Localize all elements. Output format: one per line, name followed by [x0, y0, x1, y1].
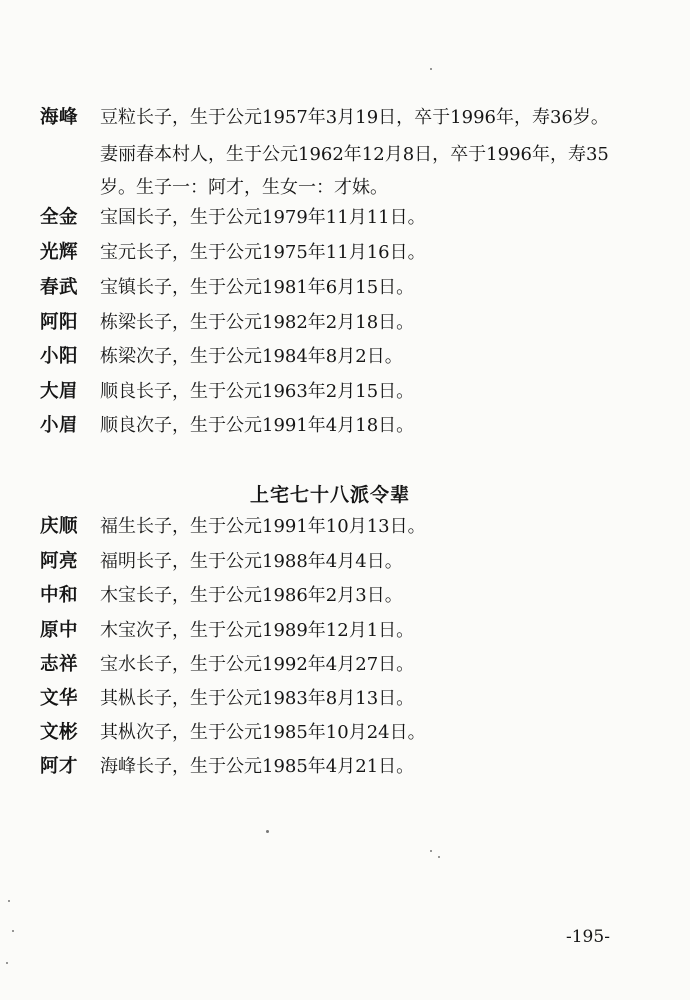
entry-text: 木宝长子，生于公元1986年2月3日。	[100, 585, 403, 606]
scan-speck	[12, 930, 14, 932]
entry-name: 全金	[40, 207, 79, 228]
entry-text: 其枞次子，生于公元1985年10月24日。	[100, 722, 426, 743]
entry-name: 小眉	[40, 415, 79, 436]
entry-name: 庆顺	[40, 516, 79, 537]
entry-name: 阿才	[40, 756, 79, 777]
scan-speck	[8, 900, 10, 902]
entry-xiaomei	[0, 411, 690, 441]
entry-name: 春武	[40, 277, 79, 298]
entry-text: 栋梁次子，生于公元1984年8月2日。	[100, 346, 403, 367]
entry-name: 中和	[40, 585, 79, 606]
entry-text: 宝元长子，生于公元1975年11月16日。	[100, 242, 426, 263]
entry-text: 福明长子，生于公元1988年4月4日。	[100, 551, 403, 572]
scan-speck	[6, 962, 8, 964]
entry-text: 福生长子，生于公元1991年10月13日。	[100, 516, 426, 537]
entry-zhonghe	[0, 581, 690, 611]
entry-name: 原中	[40, 620, 79, 641]
entry-acai	[0, 752, 690, 782]
entry-quanjin	[0, 203, 690, 233]
entry-name: 文华	[40, 688, 79, 709]
entry-name: 阿亮	[40, 551, 79, 572]
scan-speck	[430, 68, 432, 70]
entry-damei	[0, 377, 690, 407]
entry-xiaoyang	[0, 342, 690, 372]
entry-name: 大眉	[40, 381, 79, 402]
entry-name: 阿阳	[40, 312, 79, 333]
entry-name: 海峰	[40, 107, 79, 128]
entry-text: 木宝次子，生于公元1989年12月1日。	[100, 620, 415, 641]
entry-text: 宝水长子，生于公元1992年4月27日。	[100, 654, 415, 675]
entry-text: 豆粒长子，生于公元1957年3月19日，卒于1996年，寿36岁。	[100, 107, 609, 128]
entry-name: 小阳	[40, 346, 79, 367]
entry-name: 文彬	[40, 722, 79, 743]
entry-wenbin	[0, 718, 690, 748]
entry-text: 顺良长子，生于公元1963年2月15日。	[100, 381, 415, 402]
entry-haifeng	[0, 103, 690, 133]
entry-name: 光辉	[40, 242, 79, 263]
entry-name: 志祥	[40, 654, 79, 675]
entry-wenhua	[0, 684, 690, 714]
entry-yuanzhong	[0, 616, 690, 646]
section-heading: 上宅七十八派令辈	[250, 484, 411, 506]
entry-text: 其枞长子，生于公元1983年8月13日。	[100, 688, 415, 709]
scan-speck	[438, 856, 440, 858]
entry-continuation-line-1: 妻丽春本村人，生于公元1962年12月8日，卒于1996年，寿35	[100, 144, 609, 165]
entry-guanghui	[0, 238, 690, 268]
entry-text: 宝镇长子，生于公元1981年6月15日。	[100, 277, 415, 298]
entry-aliang	[0, 547, 690, 577]
entry-text: 宝国长子，生于公元1979年11月11日。	[100, 207, 426, 228]
entry-text: 顺良次子，生于公元1991年4月18日。	[100, 415, 415, 436]
entry-qingshun	[0, 512, 690, 542]
entry-text: 海峰长子，生于公元1985年4月21日。	[100, 756, 415, 777]
entry-text: 栋梁长子，生于公元1982年2月18日。	[100, 312, 415, 333]
entry-chunwu	[0, 273, 690, 303]
scan-speck	[266, 830, 269, 833]
entry-ayang	[0, 308, 690, 338]
scan-speck	[430, 850, 432, 852]
entry-continuation-line-2: 岁。生子一：阿才，生女一：才妹。	[100, 177, 388, 198]
page-number: -195-	[566, 927, 610, 947]
entry-zhixiang	[0, 650, 690, 680]
